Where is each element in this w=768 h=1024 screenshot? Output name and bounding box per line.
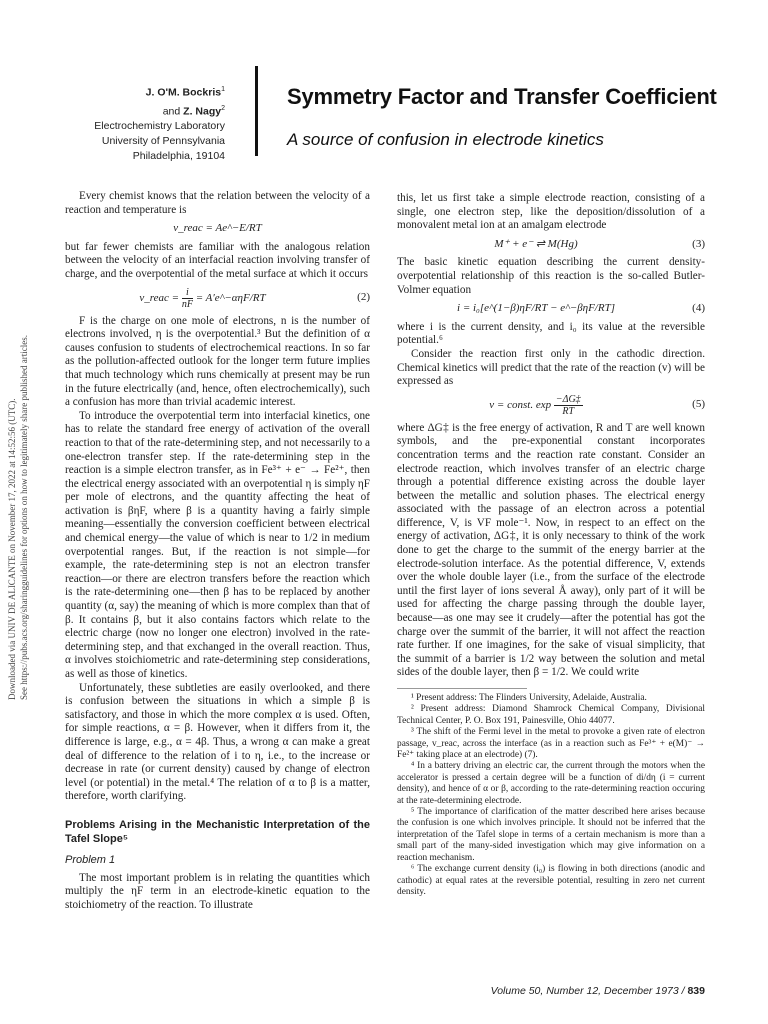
equation-number: (4) xyxy=(692,302,705,315)
author-1-footnote-mark: 1 xyxy=(221,86,225,93)
section-heading: Problems Arising in the Mechanistic Interpretation of the Tafel Slope⁵ xyxy=(65,818,370,845)
equation-1: v_reac = Ae^−E/RT xyxy=(173,222,262,235)
page-footer xyxy=(491,985,705,997)
affiliation-lab: Electrochemistry Laboratory xyxy=(94,120,225,132)
title-divider xyxy=(255,66,258,156)
footnote: ¹ Present address: The Flinders University, Adelaide, Australia. xyxy=(411,693,647,703)
author-1: J. O'M. Bockris xyxy=(145,86,222,99)
fraction: $\frac{i}{nF}$ xyxy=(181,286,193,310)
paragraph: F is the charge on one mole of electrons, n is the number of electrons involved, η is the overpotential.³ But the definition of α causes confusion to students of electrochemical reactions. In so far as the pollution-affected outlook for the longer term future implies that much technology which runs chemically at present may be run in the future electrically (and, hence, often electrochemically), such a confusion has more than trivial academic interest. xyxy=(65,314,370,409)
paragraph: The most important problem is in relating the quantities which multiply the ηF term in an electrode-kinetic equation to the stoichiometry of the reaction. To illustrate xyxy=(65,871,370,911)
author-2: Z. Nagy xyxy=(183,105,222,117)
footnote: ⁶ The exchange current density (i₀) is flowing in both directions (anodic and cathodic) at equal rates at the reversible potential, resulting in zero net current density. xyxy=(397,864,705,897)
paragraph: Unfortunately, these subtleties are easily overlooked, and there is confusion between the situations in which a simple β is satisfactory, and those in which the more complex α is used. Often, for simple reactions, α = β. However, when it differs from it, the difference is large, e.g., α = 4β. Thus, a wrong α can make a great deal of difference to the relation of i to η, i.e., to the increase or decrease in rate (or current density) caused by change of electron level (or potential) in the metal.⁴ The relation of α to β is a matter, therefore, worth clarifying. xyxy=(65,681,370,803)
footnote: ² Present address: Diamond Shamrock Chemical Company, Divisional Technical Center, P. O. Box 191, Painesville, Ohio 44077. xyxy=(397,704,705,726)
equation-2: v_reac = $\frac{i}{nF}$ = A′e^−αηF/RT (2) xyxy=(139,286,370,310)
equation-5: v = const. exp $\frac{-\Delta G\ddagger}{RT}$ (5) xyxy=(489,393,705,417)
author-block xyxy=(94,82,225,164)
paragraph: Every chemist knows that the relation between the velocity of a reaction and temperature is xyxy=(65,190,370,216)
fraction: $\frac{-\Delta G\ddagger}{RT}$ xyxy=(555,393,581,417)
article-title: Symmetry Factor and Transfer Coefficient xyxy=(287,84,717,109)
equation-number: (5) xyxy=(692,398,705,411)
article-subtitle: A source of confusion in electrode kinetics xyxy=(287,130,604,149)
paragraph: Consider the reaction first only in the cathodic direction. Chemical kinetics will predict that the rate of the reaction (v) will be expressed as xyxy=(397,347,705,388)
footnote: ⁴ In a battery driving an electric car, the current through the motors when the accelerator is pressed a certain degree will be a function of di/dη (i = current density), and hence of α or β, according to the rate-determining reaction occuring at the rate-determining electrode. xyxy=(397,761,705,806)
equation-number: (2) xyxy=(357,291,370,304)
paragraph: where ΔG‡ is the free energy of activation, R and T are well known symbols, and the pre-exponential constant incorporates concentration terms and the reaction rate constant. Consider an electrode reaction, which involves transfer of an electric charge through a potential difference existing across the double layer between the metallic and solution phases. The electrical energy associated with the passage of an electron across a potential difference, V, is VF mole⁻¹. Now, in respect to an effect on the energy of activation, ΔG‡, it is only necessary to think of the work done to get the charge to the summit of the energy barrier at the electrode-solution interface. As the potential difference, V, extends over the whole double layer (i.e., from the surface of the electrode until the first layer of ions several Å away), only part of it will be used for affecting the charge passing through the double layer, because—as one may see it crudely—after the potential has got the charge over the summit of the barrier, it will not affect the reaction rate further. If one imagines, for the sake of visual simplicity, that the summit of a barrier is 1/2 way between the solution and metal sides of the double layer, then β = 1/2. We could write xyxy=(397,421,705,679)
author-conjunction: and xyxy=(162,105,181,117)
journal-issue: Volume 50, Number 12, December 1973 / xyxy=(490,985,685,997)
page-number: 839 xyxy=(687,985,705,997)
footnote: ⁵ The importance of clarification of the matter described here arises because the confusion is one which involves principle. It should not be inferred that the interpretation of the Tafel slope in terms of a certain mechanism is more than a small part of the many-sided investigation which may give information on a reaction mechanism. xyxy=(397,807,705,863)
paragraph: but far fewer chemists are familiar with the analogous relation between the velocity of an interfacial reaction involving transfer of charge, and the overpotential of the metal surface at which it occurs xyxy=(65,240,370,280)
equation-number: (3) xyxy=(692,237,705,250)
download-notice-line2: See https://pubs.acs.org/sharingguidelines for options on how to legitimately share published articles. xyxy=(19,334,29,700)
subsection-heading: Problem 1 xyxy=(65,853,116,866)
paragraph: where i is the current density, and i₀ its value at the reversible potential.⁶ xyxy=(397,320,705,347)
download-notice-line1: Downloaded via UNIV DE ALICANTE on November 17, 2022 at 14:52:56 (UTC). xyxy=(7,398,17,700)
equation-3: M⁺ + e⁻ ⇌ M(Hg) (3) xyxy=(494,237,705,250)
footnote-rule xyxy=(397,688,527,689)
affiliation-city: Philadelphia, 19104 xyxy=(132,150,225,162)
author-2-footnote-mark: 2 xyxy=(221,104,225,112)
paragraph: this, let us first take a simple electrode reaction, consisting of a single, one electron step, like the deposition/dissolution of a monovalent metal ion at an amalgam electrode xyxy=(397,192,705,232)
right-column xyxy=(397,192,705,898)
download-notice xyxy=(6,300,30,700)
footnote: ³ The shift of the Fermi level in the metal to provoke a given rate of electron passage, v_reac, across the interface (as in a reaction such as Fe³⁺ + e(M)⁻ → Fe²⁺ taking place at an electrode) (7). xyxy=(397,727,705,761)
affiliation-university: University of Pennsylvania xyxy=(101,135,225,147)
left-column xyxy=(65,190,370,912)
paragraph: The basic kinetic equation describing the current density-overpotential relationship of this reaction is the so-called Butler-Volmer equation xyxy=(397,256,705,296)
paragraph: To introduce the overpotential term into interfacial kinetics, one has to relate the standard free energy of activation of the overall reaction to that of the rate-determining step, and not necessarily to a one-electron transfer step. If the rate-determining step in the reaction is a simple electron transfer, as in Fe³⁺ + e⁻ → Fe²⁺, then the electrical energy associated with an overpotential η is simply ηF per mole of electrons, and the quantity affecting the heat of activation is βηF, where β is a quantity having a fairly simple meaning—essentially the conversion coefficient between electrical and chemical energy—the value of which is near to 1/2 in medium overpotential ranges. But, if the reaction is not simple—for example, the rate-determining step is not an electron transfer reaction—or there are electron transfers before the reaction which is the rate-determining one—then β has to be replaced by another quantity (α, say) the meaning of which is more complex than that of β. It contains β, but it also contains factors which relate to the electric charge (now no longer one electron) involved in the rate-determining step, and that exchanged in the overall reaction. Thus, α involves stoichiometric and rate-determining step considerations, as well as those of kinetics. xyxy=(65,409,370,680)
equation-4: i = i₀[e^(1−β)ηF/RT − e^−βηF/RT] (4) xyxy=(457,302,705,315)
